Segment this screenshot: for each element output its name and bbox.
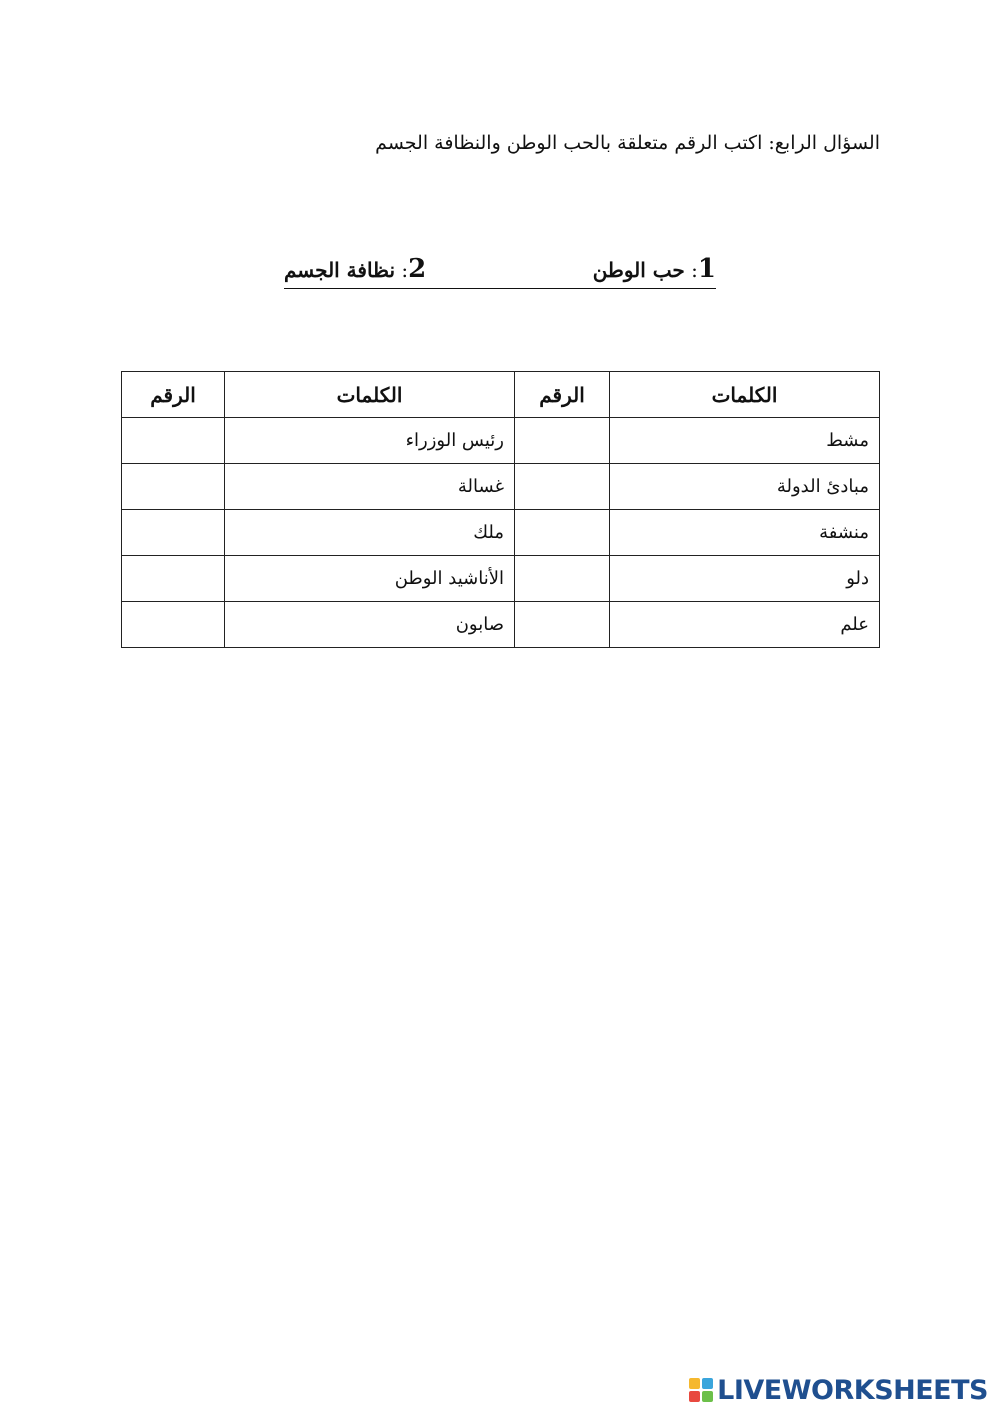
legend-item-1 [593, 254, 716, 284]
liveworksheets-logo-icon [689, 1378, 713, 1402]
word-cell: الأناشيد الوطن [225, 556, 515, 602]
logo-square-3 [689, 1391, 700, 1402]
table-row [122, 602, 880, 648]
logo-square-4 [702, 1391, 713, 1402]
word-cell: علم [610, 602, 880, 648]
logo-square-2 [702, 1378, 713, 1389]
table-row [122, 464, 880, 510]
legend-item-2 [284, 254, 426, 284]
number-answer-cell[interactable] [122, 464, 225, 510]
number-answer-cell[interactable] [515, 602, 610, 648]
word-cell: منشفة [610, 510, 880, 556]
header-words-1: الكلمات [610, 372, 880, 418]
header-words-2: الكلمات [225, 372, 515, 418]
table-row [122, 418, 880, 464]
number-answer-cell[interactable] [515, 418, 610, 464]
table-row [122, 556, 880, 602]
number-answer-cell[interactable] [122, 556, 225, 602]
word-cell: رئيس الوزراء [225, 418, 515, 464]
header-number-1: الرقم [515, 372, 610, 418]
number-answer-cell[interactable] [515, 510, 610, 556]
words-table [121, 371, 880, 648]
legend-item-1-colon: : [684, 258, 698, 282]
legend-item-2-label: نظافة الجسم [284, 258, 396, 282]
word-cell: دلو [610, 556, 880, 602]
word-cell: مبادئ الدولة [610, 464, 880, 510]
table-row [122, 510, 880, 556]
question-text: السؤال الرابع: اكتب الرقم متعلقة بالحب الوطن والنظافة الجسم [375, 132, 880, 154]
number-answer-cell[interactable] [122, 510, 225, 556]
category-legend [284, 252, 716, 289]
legend-item-2-number: 2 [408, 254, 427, 284]
word-cell: صابون [225, 602, 515, 648]
legend-item-1-label: حب الوطن [592, 258, 685, 282]
table-header-row [122, 372, 880, 418]
word-cell: غسالة [225, 464, 515, 510]
header-number-2: الرقم [122, 372, 225, 418]
number-answer-cell[interactable] [515, 464, 610, 510]
logo-square-1 [689, 1378, 700, 1389]
number-answer-cell[interactable] [122, 602, 225, 648]
word-cell: ملك [225, 510, 515, 556]
number-answer-cell[interactable] [515, 556, 610, 602]
liveworksheets-brand [689, 1374, 988, 1406]
legend-item-1-number: 1 [697, 254, 716, 284]
brand-text: LIVEWORKSHEETS [717, 1374, 988, 1406]
word-cell: مشط [610, 418, 880, 464]
number-answer-cell[interactable] [122, 418, 225, 464]
legend-item-2-colon: : [395, 258, 409, 282]
